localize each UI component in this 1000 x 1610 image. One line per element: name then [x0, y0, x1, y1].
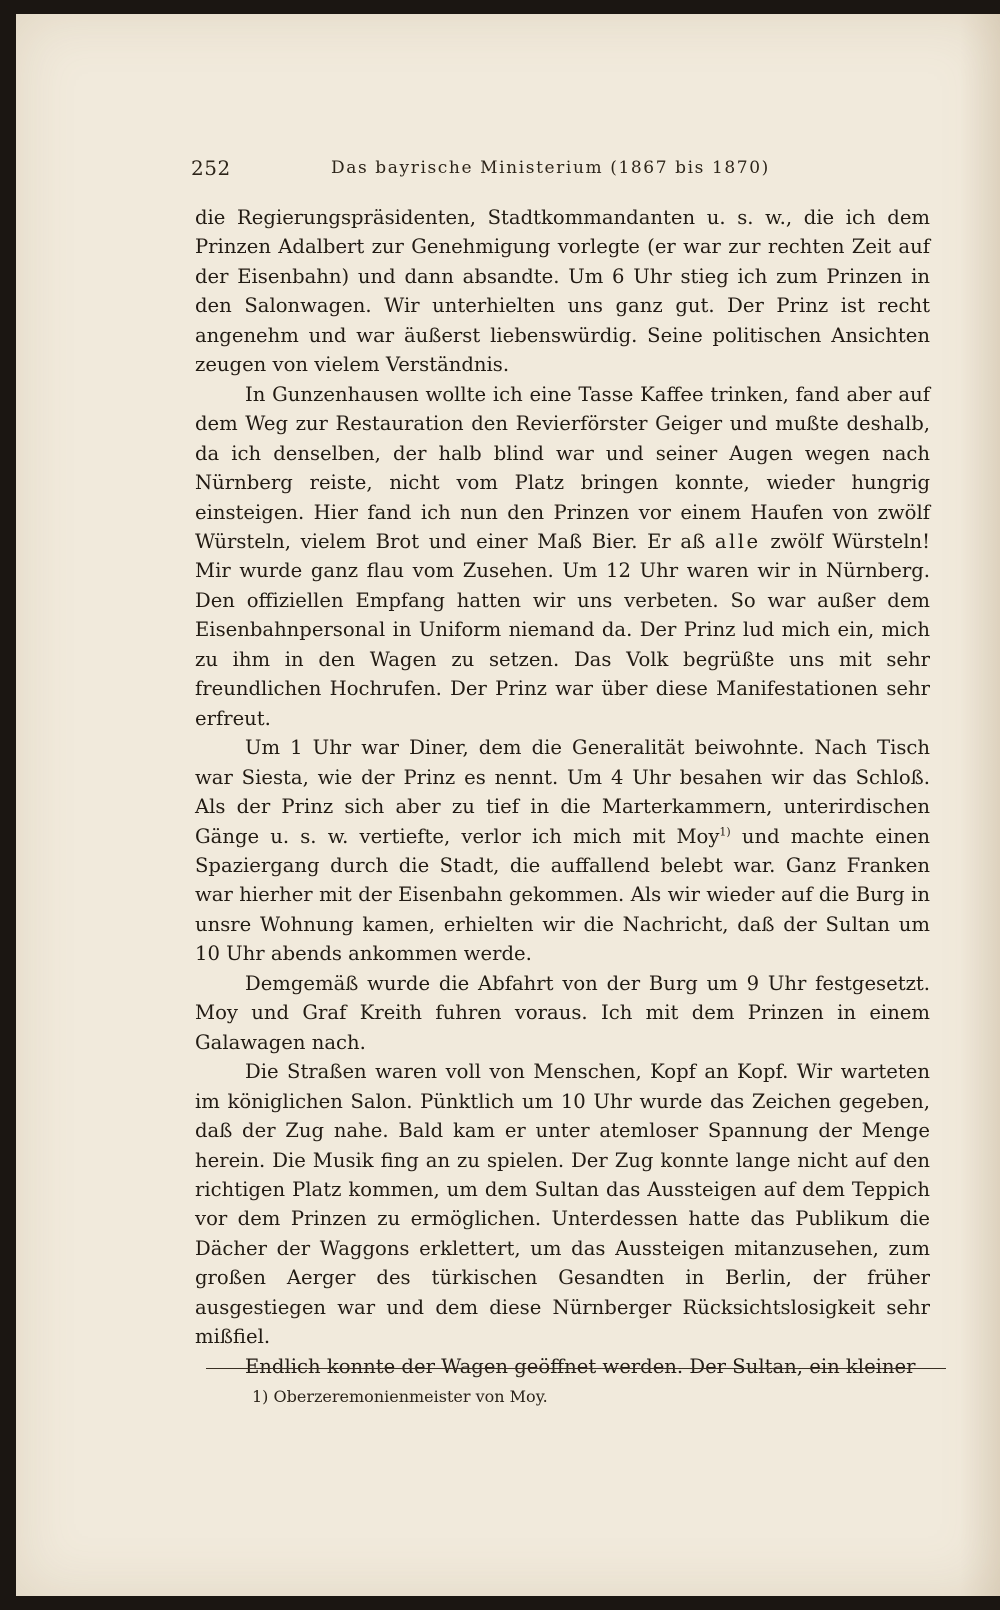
paragraph-4-text: Demgemäß wurde die Abfahrt von der Burg um 9 Uhr festgesetzt. Moy und Graf Kreith fuhren voraus. Ich mit dem Prinzen in einem Galawagen nach.: [195, 971, 930, 1054]
paragraph-3-text-b: und machte einen Spaziergang durch die Stadt, die auffallend belebt war. Ganz Franken war hierher mit der Eisenbahn gekommen. Als wir wieder auf die Burg in unsre Wohnung kamen, erhielten wir die Nachricht, daß der Sultan um 10 Uhr abends ankommen werde.: [195, 824, 930, 966]
footnote: [252, 1387, 548, 1406]
paragraph-5: [195, 1057, 930, 1352]
paragraph-1-text: die Regierungspräsidenten, Stadtkommandanten u. s. w., die ich dem Prinzen Adalbert zur Genehmigung vorlegte (er war zur rechten Zeit auf der Eisenbahn) und dann absandte. Um 6 Uhr stieg ich zum Prinzen in den Salonwagen. Wir unterhielten uns ganz gut. Der Prinz ist recht angenehm und war äußerst liebenswürdig. Seine politischen Ansichten zeugen von vielem Verständnis.: [195, 206, 930, 377]
book-page: [16, 14, 1000, 1596]
footnote-marker: 1): [252, 1387, 269, 1406]
paragraph-2-spaced-word: alle: [714, 529, 761, 553]
main-text: [195, 203, 930, 1381]
paragraph-2: [195, 380, 930, 733]
page-number: 252: [191, 156, 231, 180]
paragraph-1: [195, 203, 930, 380]
paragraph-6-text: Endlich konnte der Wagen geöffnet werden. Der Sultan, ein kleiner: [245, 1354, 916, 1378]
paragraph-3-text-a: Um 1 Uhr war Diner, dem die Generalität beiwohnte. Nach Tisch war Siesta, wie der Prinz es nennt. Um 4 Uhr besahen wir das Schloß. Als der Prinz sich aber zu tief in die Marterkammern, unterirdischen Gänge u. s. w. vertiefte, verlor ich mich mit Moy: [195, 736, 930, 848]
paragraph-6: [195, 1352, 930, 1381]
paragraph-5-text: Die Straßen waren voll von Menschen, Kopf an Kopf. Wir warteten im königlichen Salon. Pünktlich um 10 Uhr wurde das Zeichen gegeben, daß der Zug nahe. Bald kam er unter atemloser Spannung der Menge herein. Die Musik fing an zu spielen. Der Zug konnte lange nicht auf den richtigen Platz kommen, um dem Sultan das Aussteigen auf dem Teppich vor dem Prinzen zu ermöglichen. Unterdessen hatte das Publikum die Dächer der Waggons erklettert, um das Aussteigen mitanzusehen, zum großen Aerger des türkischen Gesandten in Berlin, der früher ausgestiegen war und dem diese Nürnberger Rücksichtslosigkeit sehr mißfiel.: [195, 1060, 930, 1349]
running-head: [191, 156, 956, 184]
footnote-divider: [206, 1368, 946, 1369]
paragraph-4: [195, 969, 930, 1057]
running-title: Das bayrische Ministerium (1867 bis 1870): [331, 158, 770, 178]
paragraph-2-text-b: zwölf Würsteln! Mir wurde ganz flau vom Zusehen. Um 12 Uhr waren wir in Nürnberg. Den offiziellen Empfang hatten wir uns verbeten. So war außer dem Eisenbahnpersonal in Uniform niemand da. Der Prinz lud mich ein, mich zu ihm in den Wagen zu setzen. Das Volk begrüßte uns mit sehr freundlichen Hochrufen. Der Prinz war über diese Manifestationen sehr erfreut.: [195, 529, 930, 730]
paragraph-3: [195, 733, 930, 969]
paragraph-2-text-a: In Gunzenhausen wollte ich eine Tasse Kaffee trinken, fand aber auf dem Weg zur Restauration den Revierförster Geiger und mußte deshalb, da ich denselben, der halb blind war und seiner Augen wegen nach Nürnberg reiste, nicht vom Platz bringen konnte, wieder hungrig einsteigen. Hier fand ich nun den Prinzen vor einem Haufen von zwölf Würsteln, vielem Brot und einer Maß Bier. Er aß: [195, 382, 930, 553]
footnote-reference: 1): [719, 824, 731, 838]
footnote-text: Oberzeremonienmeister von Moy.: [273, 1387, 548, 1406]
